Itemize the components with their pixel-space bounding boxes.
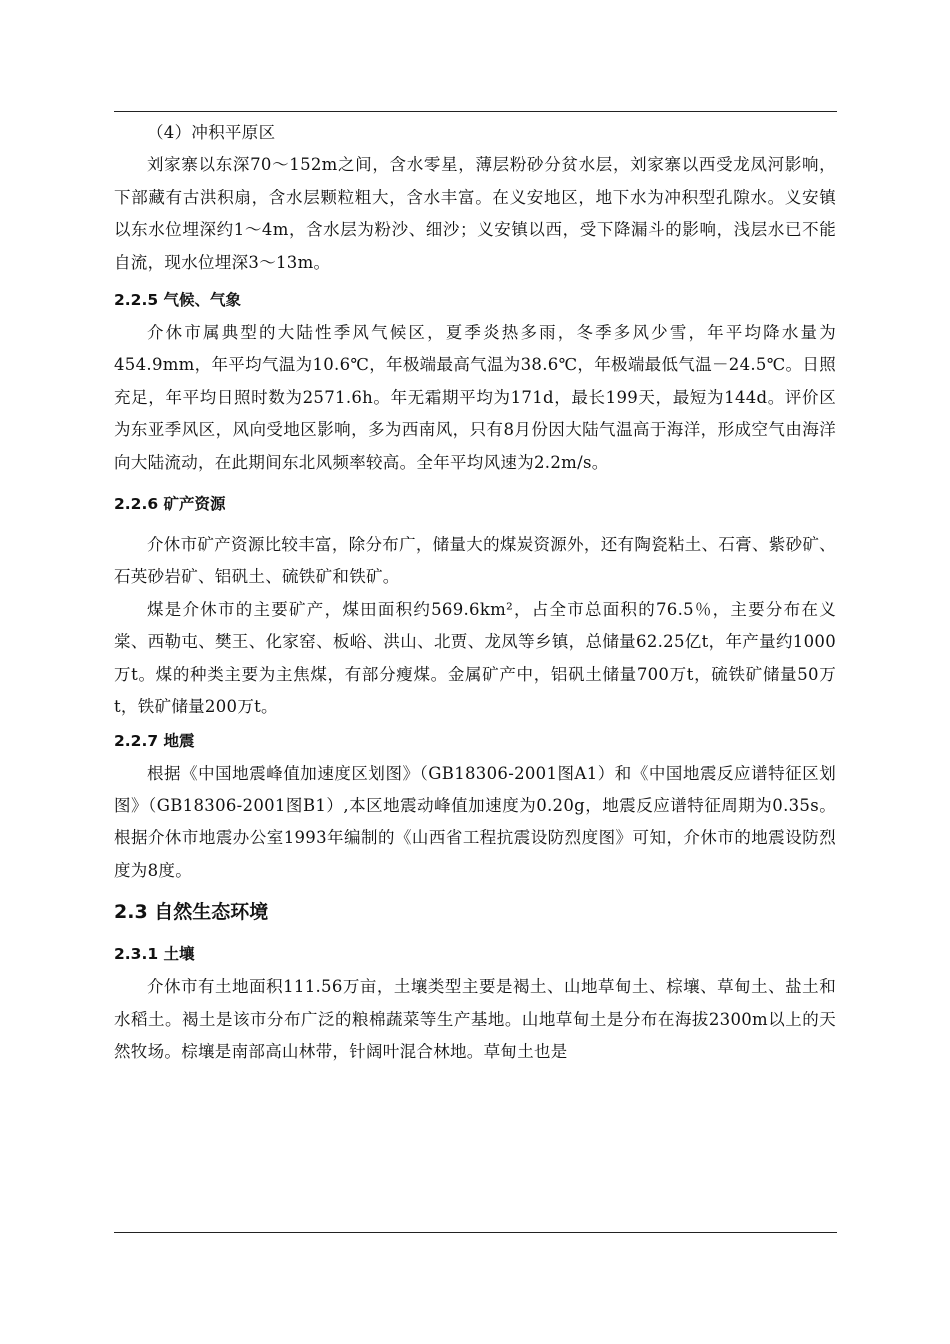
heading-climate: 2.2.5 气候、气象 [114,291,242,310]
heading-earthquake: 2.2.7 地震 [114,731,195,750]
paragraph-climate: 介休市属典型的大陆性季风气候区，夏季炎热多雨，冬季多风少雪，年平均降水量为454.9mm，年平均气温为10.6℃，年极端最高气温为38.6℃，年极端最低气温－24.5℃。日照充足，年平均日照时数为2571.6h。年无霜期平均为171d，最长199天，最短为144d。评价区为东亚季风区，风向受地区影响，多为西南风，只有8月份因大陆气温高于海洋，形成空气由海洋向大陆流动，在此期间东北风频率较高。全年平均风速为2.2m/s。 [114,323,836,472]
heading-soil: 2.3.1 土壤 [114,945,195,964]
paragraph-mineral-resources-2: 煤是介休市的主要矿产，煤田面积约569.6km²，占全市总面积的76.5％，主要分布在义棠、西勒屯、樊王、化家窑、板峪、洪山、北贾、龙凤等乡镇，总储量62.25亿t，年产量约1000万t。煤的种类主要为主焦煤，有部分瘦煤。金属矿产中，铝矾土储量700万t，硫铁矿储量50万t，铁矿储量200万t。 [114,599,836,717]
paragraph-mineral-resources-1: 介休市矿产资源比较丰富，除分布广，储量大的煤炭资源外，还有陶瓷粘土、石膏、紫砂矿、石英砂岩矿、铝矾土、硫铁矿和铁矿。 [114,535,836,587]
header-rule [114,111,837,112]
footer-rule [114,1232,837,1233]
document-body [114,117,836,1068]
subsection-label-alluvial-plain: （4）冲积平原区 [147,123,276,142]
heading-mineral-resources: 2.2.6 矿产资源 [114,495,226,514]
heading-natural-ecology: 2.3 自然生态环境 [114,901,269,924]
paragraph-alluvial-plain: 刘家寨以东深70～152m之间，含水零星，薄层粉砂分贫水层，刘家寨以西受龙凤河影响，下部藏有古洪积扇，含水层颗粒粗大，含水丰富。在义安地区，地下水为冲积型孔隙水。义安镇以东水位埋深约1～4m，含水层为粉沙、细沙；义安镇以西，受下降漏斗的影响，浅层水已不能自流，现水位埋深3～13m。 [114,155,836,272]
paragraph-earthquake: 根据《中国地震峰值加速度区划图》（GB18306-2001图A1）和《中国地震反应谱特征区划图》（GB18306-2001图B1）,本区地震动峰值加速度为0.20g，地震反应谱特征周期为0.35s。根据介休市地震办公室1993年编制的《山西省工程抗震设防烈度图》可知，介休市的地震设防烈度为8度。 [114,763,836,880]
paragraph-soil: 介休市有土地面积111.56万亩，土壤类型主要是褐土、山地草甸土、棕壤、草甸土、盐土和水稻土。褐土是该市分布广泛的粮棉蔬菜等生产基地。山地草甸土是分布在海拔2300m以上的天然牧场。棕壤是南部高山林带，针阔叶混合林地。草甸土也是 [114,977,836,1061]
